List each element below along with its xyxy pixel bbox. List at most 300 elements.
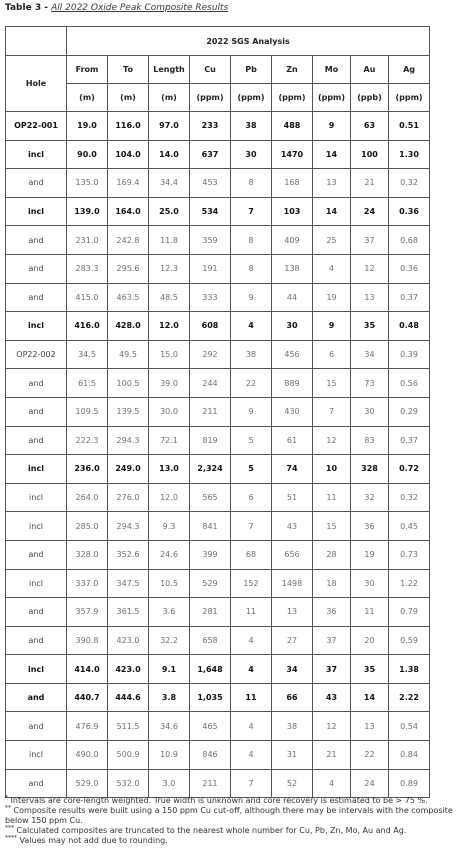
cell-length: 34.4 xyxy=(149,169,190,198)
cell-cu: 565 xyxy=(190,483,231,512)
table-row xyxy=(6,512,430,541)
unit-cu: (ppm) xyxy=(190,84,231,112)
cell-mo: 10 xyxy=(313,455,351,484)
cell-zn: 61 xyxy=(272,426,313,455)
cell-zn: 66 xyxy=(272,683,313,712)
cell-hole: and xyxy=(6,169,67,198)
cell-zn: 138 xyxy=(272,254,313,283)
cell-pb: 38 xyxy=(231,340,272,369)
cell-cu: 819 xyxy=(190,426,231,455)
cell-mo: 14 xyxy=(313,197,351,226)
unit-ag: (ppm) xyxy=(389,84,430,112)
cell-to: 242.8 xyxy=(108,226,149,255)
cell-hole: OP22-002 xyxy=(6,340,67,369)
cell-cu: 608 xyxy=(190,312,231,341)
cell-au: 100 xyxy=(351,140,389,169)
cell-au: 21 xyxy=(351,169,389,198)
cell-cu: 399 xyxy=(190,540,231,569)
cell-cu: 211 xyxy=(190,769,231,798)
column-header-mo: Mo xyxy=(313,56,351,84)
cell-to: 104.0 xyxy=(108,140,149,169)
cell-zn: 1498 xyxy=(272,569,313,598)
cell-cu: 233 xyxy=(190,112,231,141)
cell-length: 32.2 xyxy=(149,626,190,655)
cell-hole: and xyxy=(6,426,67,455)
cell-mo: 15 xyxy=(313,369,351,398)
cell-hole: incl xyxy=(6,197,67,226)
footnote-text: Values may not add due to rounding. xyxy=(17,836,168,845)
cell-ag: 1.30 xyxy=(389,140,430,169)
cell-hole: incl xyxy=(6,655,67,684)
footnotes xyxy=(5,796,455,846)
cell-au: 19 xyxy=(351,540,389,569)
cell-hole: incl xyxy=(6,140,67,169)
table-row xyxy=(6,426,430,455)
cell-to: 463.5 xyxy=(108,283,149,312)
cell-pb: 9 xyxy=(231,283,272,312)
empty-header-cell xyxy=(6,27,67,56)
cell-hole: and xyxy=(6,283,67,312)
cell-length: 12.0 xyxy=(149,312,190,341)
cell-zn: 409 xyxy=(272,226,313,255)
cell-from: 283.3 xyxy=(67,254,108,283)
table-row xyxy=(6,140,430,169)
cell-to: 164.0 xyxy=(108,197,149,226)
table-caption xyxy=(5,3,228,13)
cell-from: 337.0 xyxy=(67,569,108,598)
cell-mo: 21 xyxy=(313,741,351,770)
cell-from: 328.0 xyxy=(67,540,108,569)
cell-ag: 0.56 xyxy=(389,369,430,398)
cell-ag: 0.72 xyxy=(389,455,430,484)
cell-from: 529.0 xyxy=(67,769,108,798)
cell-ag: 0.37 xyxy=(389,283,430,312)
column-header-hole: Hole xyxy=(6,56,67,112)
cell-pb: 22 xyxy=(231,369,272,398)
cell-zn: 13 xyxy=(272,598,313,627)
cell-cu: 1,648 xyxy=(190,655,231,684)
cell-au: 13 xyxy=(351,712,389,741)
cell-ag: 0.39 xyxy=(389,340,430,369)
cell-zn: 889 xyxy=(272,369,313,398)
cell-mo: 19 xyxy=(313,283,351,312)
table-row xyxy=(6,226,430,255)
cell-mo: 13 xyxy=(313,169,351,198)
cell-cu: 529 xyxy=(190,569,231,598)
cell-length: 25.0 xyxy=(149,197,190,226)
cell-mo: 12 xyxy=(313,712,351,741)
unit-to: (m) xyxy=(108,84,149,112)
unit-header-row xyxy=(6,84,430,112)
cell-mo: 43 xyxy=(313,683,351,712)
cell-pb: 8 xyxy=(231,226,272,255)
cell-cu: 841 xyxy=(190,512,231,541)
cell-cu: 637 xyxy=(190,140,231,169)
cell-to: 116.0 xyxy=(108,112,149,141)
cell-au: 73 xyxy=(351,369,389,398)
cell-from: 415.0 xyxy=(67,283,108,312)
cell-cu: 359 xyxy=(190,226,231,255)
cell-from: 231.0 xyxy=(67,226,108,255)
cell-ag: 0.36 xyxy=(389,254,430,283)
cell-au: 83 xyxy=(351,426,389,455)
cell-mo: 4 xyxy=(313,254,351,283)
cell-zn: 456 xyxy=(272,340,313,369)
table-caption-title: All 2022 Oxide Peak Composite Results xyxy=(51,3,229,13)
cell-zn: 34 xyxy=(272,655,313,684)
table-row xyxy=(6,340,430,369)
cell-length: 10.5 xyxy=(149,569,190,598)
cell-ag: 0.29 xyxy=(389,397,430,426)
footnote-mark: *** xyxy=(5,824,14,832)
cell-from: 236.0 xyxy=(67,455,108,484)
cell-pb: 8 xyxy=(231,169,272,198)
cell-ag: 1.22 xyxy=(389,569,430,598)
cell-length: 13.0 xyxy=(149,455,190,484)
cell-ag: 1.38 xyxy=(389,655,430,684)
cell-cu: 292 xyxy=(190,340,231,369)
cell-zn: 1470 xyxy=(272,140,313,169)
cell-to: 295.6 xyxy=(108,254,149,283)
cell-mo: 9 xyxy=(313,312,351,341)
cell-length: 11.8 xyxy=(149,226,190,255)
cell-mo: 15 xyxy=(313,512,351,541)
cell-hole: incl xyxy=(6,483,67,512)
cell-hole: incl xyxy=(6,569,67,598)
cell-hole: and xyxy=(6,540,67,569)
cell-to: 500.9 xyxy=(108,741,149,770)
cell-au: 30 xyxy=(351,397,389,426)
cell-hole: incl xyxy=(6,455,67,484)
cell-length: 9.1 xyxy=(149,655,190,684)
cell-cu: 534 xyxy=(190,197,231,226)
cell-ag: 0.54 xyxy=(389,712,430,741)
cell-from: 390.8 xyxy=(67,626,108,655)
cell-from: 139.0 xyxy=(67,197,108,226)
cell-au: 34 xyxy=(351,340,389,369)
cell-from: 19.0 xyxy=(67,112,108,141)
column-header-ag: Ag xyxy=(389,56,430,84)
unit-pb: (ppm) xyxy=(231,84,272,112)
footnote xyxy=(5,826,455,836)
cell-zn: 656 xyxy=(272,540,313,569)
cell-to: 100.5 xyxy=(108,369,149,398)
cell-hole: and xyxy=(6,626,67,655)
cell-from: 90.0 xyxy=(67,140,108,169)
table-row xyxy=(6,598,430,627)
cell-pb: 5 xyxy=(231,455,272,484)
cell-length: 10.9 xyxy=(149,741,190,770)
cell-to: 49.5 xyxy=(108,340,149,369)
cell-length: 24.6 xyxy=(149,540,190,569)
cell-ag: 0.48 xyxy=(389,312,430,341)
cell-to: 532.0 xyxy=(108,769,149,798)
column-header-au: Au xyxy=(351,56,389,84)
cell-to: 276.0 xyxy=(108,483,149,512)
cell-to: 169.4 xyxy=(108,169,149,198)
cell-pb: 7 xyxy=(231,197,272,226)
cell-pb: 30 xyxy=(231,140,272,169)
footnote xyxy=(5,836,455,846)
cell-cu: 333 xyxy=(190,283,231,312)
column-header-cu: Cu xyxy=(190,56,231,84)
cell-au: 14 xyxy=(351,683,389,712)
column-header-to: To xyxy=(108,56,149,84)
cell-mo: 37 xyxy=(313,626,351,655)
cell-length: 97.0 xyxy=(149,112,190,141)
cell-length: 30.0 xyxy=(149,397,190,426)
cell-pb: 4 xyxy=(231,312,272,341)
cell-zn: 74 xyxy=(272,455,313,484)
cell-mo: 14 xyxy=(313,140,351,169)
cell-from: 264.0 xyxy=(67,483,108,512)
cell-ag: 0.89 xyxy=(389,769,430,798)
footnote-text: Intervals are core-length weighted. True width is unknown and core recovery is estimated to be > 75 %. xyxy=(8,796,428,805)
cell-zn: 52 xyxy=(272,769,313,798)
cell-length: 3.6 xyxy=(149,598,190,627)
cell-hole: and xyxy=(6,712,67,741)
cell-hole: and xyxy=(6,598,67,627)
cell-hole: and xyxy=(6,397,67,426)
table-row xyxy=(6,741,430,770)
table-caption-label: Table 3 - xyxy=(5,3,52,13)
cell-to: 294.3 xyxy=(108,426,149,455)
table-body xyxy=(6,27,430,798)
cell-mo: 11 xyxy=(313,483,351,512)
cell-au: 11 xyxy=(351,598,389,627)
cell-cu: 244 xyxy=(190,369,231,398)
cell-ag: 0.73 xyxy=(389,540,430,569)
cell-hole: and xyxy=(6,369,67,398)
unit-length: (m) xyxy=(149,84,190,112)
cell-au: 35 xyxy=(351,312,389,341)
cell-pb: 9 xyxy=(231,397,272,426)
footnote-text: Calculated composites are truncated to the nearest whole number for Cu, Pb, Zn, Mo, Au and Ag. xyxy=(14,826,407,835)
cell-cu: 191 xyxy=(190,254,231,283)
table-row xyxy=(6,540,430,569)
cell-pb: 7 xyxy=(231,512,272,541)
group-header-row xyxy=(6,27,430,56)
cell-zn: 44 xyxy=(272,283,313,312)
cell-from: 109.5 xyxy=(67,397,108,426)
footnote-mark: **** xyxy=(5,834,17,842)
table-row xyxy=(6,655,430,684)
cell-pb: 4 xyxy=(231,712,272,741)
cell-pb: 5 xyxy=(231,426,272,455)
cell-to: 423.0 xyxy=(108,626,149,655)
cell-from: 285.0 xyxy=(67,512,108,541)
composite-results-table xyxy=(5,26,430,798)
cell-mo: 9 xyxy=(313,112,351,141)
cell-au: 22 xyxy=(351,741,389,770)
cell-from: 357.9 xyxy=(67,598,108,627)
cell-zn: 38 xyxy=(272,712,313,741)
cell-ag: 0.51 xyxy=(389,112,430,141)
table-row xyxy=(6,483,430,512)
cell-length: 14.0 xyxy=(149,140,190,169)
cell-ag: 0.84 xyxy=(389,741,430,770)
cell-ag: 0.45 xyxy=(389,512,430,541)
cell-from: 490.0 xyxy=(67,741,108,770)
cell-length: 12.3 xyxy=(149,254,190,283)
cell-zn: 27 xyxy=(272,626,313,655)
cell-hole: OP22-001 xyxy=(6,112,67,141)
cell-from: 135.0 xyxy=(67,169,108,198)
cell-au: 24 xyxy=(351,769,389,798)
column-header-row xyxy=(6,56,430,84)
cell-zn: 168 xyxy=(272,169,313,198)
cell-to: 294.3 xyxy=(108,512,149,541)
cell-from: 476.9 xyxy=(67,712,108,741)
cell-ag: 0.36 xyxy=(389,197,430,226)
table-row xyxy=(6,712,430,741)
cell-to: 249.0 xyxy=(108,455,149,484)
table-row xyxy=(6,283,430,312)
cell-pb: 11 xyxy=(231,598,272,627)
cell-ag: 0.59 xyxy=(389,626,430,655)
cell-ag: 2.22 xyxy=(389,683,430,712)
cell-length: 15.0 xyxy=(149,340,190,369)
cell-pb: 7 xyxy=(231,769,272,798)
table-row xyxy=(6,112,430,141)
cell-hole: and xyxy=(6,254,67,283)
cell-zn: 30 xyxy=(272,312,313,341)
cell-au: 63 xyxy=(351,112,389,141)
footnote-mark: ** xyxy=(5,804,11,812)
cell-au: 13 xyxy=(351,283,389,312)
cell-length: 48.5 xyxy=(149,283,190,312)
cell-pb: 6 xyxy=(231,483,272,512)
cell-length: 34.6 xyxy=(149,712,190,741)
cell-ag: 0.37 xyxy=(389,426,430,455)
cell-length: 39.0 xyxy=(149,369,190,398)
column-header-from: From xyxy=(67,56,108,84)
cell-mo: 7 xyxy=(313,397,351,426)
cell-length: 9.3 xyxy=(149,512,190,541)
cell-hole: and xyxy=(6,769,67,798)
cell-au: 328 xyxy=(351,455,389,484)
cell-hole: incl xyxy=(6,512,67,541)
table-row xyxy=(6,312,430,341)
group-header: 2022 SGS Analysis xyxy=(67,27,430,56)
cell-au: 37 xyxy=(351,226,389,255)
cell-to: 444.6 xyxy=(108,683,149,712)
column-header-zn: Zn xyxy=(272,56,313,84)
cell-to: 361.5 xyxy=(108,598,149,627)
cell-mo: 28 xyxy=(313,540,351,569)
cell-mo: 36 xyxy=(313,598,351,627)
cell-cu: 2,324 xyxy=(190,455,231,484)
cell-to: 511.5 xyxy=(108,712,149,741)
table-row xyxy=(6,369,430,398)
cell-pb: 152 xyxy=(231,569,272,598)
cell-zn: 430 xyxy=(272,397,313,426)
table-row xyxy=(6,769,430,798)
cell-pb: 8 xyxy=(231,254,272,283)
table-row xyxy=(6,197,430,226)
cell-length: 12.0 xyxy=(149,483,190,512)
table-row xyxy=(6,169,430,198)
cell-from: 222.3 xyxy=(67,426,108,455)
cell-au: 35 xyxy=(351,655,389,684)
cell-pb: 38 xyxy=(231,112,272,141)
cell-mo: 25 xyxy=(313,226,351,255)
cell-hole: and xyxy=(6,226,67,255)
cell-zn: 51 xyxy=(272,483,313,512)
cell-mo: 37 xyxy=(313,655,351,684)
footnote xyxy=(5,796,455,806)
cell-cu: 658 xyxy=(190,626,231,655)
cell-au: 24 xyxy=(351,197,389,226)
cell-zn: 31 xyxy=(272,741,313,770)
cell-ag: 0.79 xyxy=(389,598,430,627)
footnote xyxy=(5,806,455,826)
cell-length: 72.1 xyxy=(149,426,190,455)
cell-hole: and xyxy=(6,683,67,712)
cell-ag: 0.32 xyxy=(389,169,430,198)
table-row xyxy=(6,626,430,655)
table-row xyxy=(6,254,430,283)
cell-zn: 103 xyxy=(272,197,313,226)
cell-to: 423.0 xyxy=(108,655,149,684)
cell-pb: 4 xyxy=(231,655,272,684)
table-row xyxy=(6,455,430,484)
cell-from: 61.5 xyxy=(67,369,108,398)
cell-to: 347.5 xyxy=(108,569,149,598)
cell-cu: 281 xyxy=(190,598,231,627)
table-row xyxy=(6,569,430,598)
unit-au: (ppb) xyxy=(351,84,389,112)
unit-zn: (ppm) xyxy=(272,84,313,112)
table-row xyxy=(6,397,430,426)
cell-from: 440.7 xyxy=(67,683,108,712)
cell-au: 30 xyxy=(351,569,389,598)
column-header-length: Length xyxy=(149,56,190,84)
cell-cu: 1,035 xyxy=(190,683,231,712)
column-header-pb: Pb xyxy=(231,56,272,84)
unit-mo: (ppm) xyxy=(313,84,351,112)
cell-from: 34.5 xyxy=(67,340,108,369)
cell-from: 416.0 xyxy=(67,312,108,341)
cell-to: 428.0 xyxy=(108,312,149,341)
cell-cu: 465 xyxy=(190,712,231,741)
cell-ag: 0.68 xyxy=(389,226,430,255)
cell-pb: 11 xyxy=(231,683,272,712)
cell-cu: 453 xyxy=(190,169,231,198)
cell-from: 414.0 xyxy=(67,655,108,684)
unit-from: (m) xyxy=(67,84,108,112)
cell-cu: 846 xyxy=(190,741,231,770)
cell-mo: 18 xyxy=(313,569,351,598)
cell-mo: 12 xyxy=(313,426,351,455)
table-row xyxy=(6,683,430,712)
cell-mo: 4 xyxy=(313,769,351,798)
cell-pb: 68 xyxy=(231,540,272,569)
cell-au: 32 xyxy=(351,483,389,512)
cell-cu: 211 xyxy=(190,397,231,426)
cell-hole: incl xyxy=(6,741,67,770)
cell-pb: 4 xyxy=(231,626,272,655)
cell-au: 36 xyxy=(351,512,389,541)
cell-hole: incl xyxy=(6,312,67,341)
cell-zn: 43 xyxy=(272,512,313,541)
cell-to: 139.5 xyxy=(108,397,149,426)
cell-ag: 0.32 xyxy=(389,483,430,512)
cell-zn: 488 xyxy=(272,112,313,141)
cell-au: 12 xyxy=(351,254,389,283)
cell-pb: 4 xyxy=(231,741,272,770)
footnote-text: Composite results were built using a 150 ppm Cu cut-off, although there may be intervals with the composite below 150 ppm Cu. xyxy=(5,806,453,825)
